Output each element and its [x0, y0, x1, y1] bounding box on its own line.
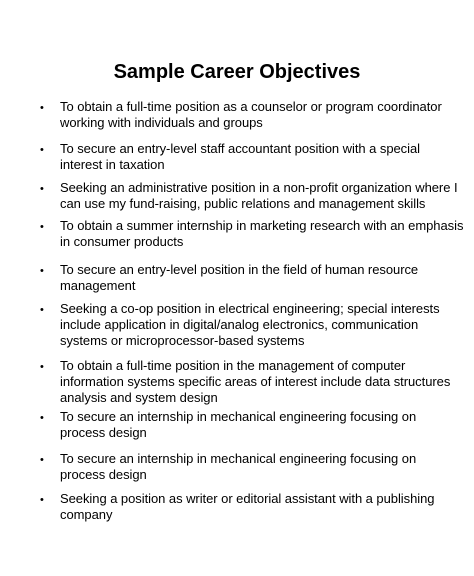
- objective-text: Seeking a co-op position in electrical engineering; special interests include application in digital/analog electronics, communication systems or microprocessor-based systems: [60, 301, 440, 348]
- bullet-icon: •: [40, 221, 44, 233]
- bullet-icon: •: [40, 102, 44, 114]
- objective-text: To obtain a full-time position in the management of computer information systems specific areas of interest include data structures analysis and system design: [60, 358, 451, 405]
- objective-text: To obtain a full-time position as a counselor or program coordinator working with individuals and groups: [60, 99, 442, 130]
- objective-text: To secure an internship in mechanical engineering focusing on process design: [60, 409, 417, 440]
- bullet-icon: •: [40, 412, 44, 424]
- bullet-icon: •: [40, 304, 44, 316]
- bullet-icon: •: [40, 454, 44, 466]
- bullet-icon: •: [40, 361, 44, 373]
- bullet-icon: •: [40, 265, 44, 277]
- objective-text: To obtain a summer internship in marketing research with an emphasis in consumer products: [60, 218, 464, 249]
- objective-text: Seeking an administrative position in a non-profit organization where I can use my fund-raising, public relations and management skills: [60, 180, 458, 211]
- objective-text: To secure an entry-level staff accountant position with a special interest in taxation: [60, 141, 420, 172]
- objective-text: Seeking a position as writer or editorial assistant with a publishing company: [60, 491, 435, 522]
- bullet-icon: •: [40, 494, 44, 506]
- objective-text: To secure an internship in mechanical engineering focusing on process design: [60, 451, 417, 482]
- bullet-icon: •: [40, 144, 44, 156]
- page-title: Sample Career Objectives: [113, 61, 361, 83]
- objective-text: To secure an entry-level position in the field of human resource management: [60, 262, 419, 293]
- bullet-icon: •: [40, 183, 44, 195]
